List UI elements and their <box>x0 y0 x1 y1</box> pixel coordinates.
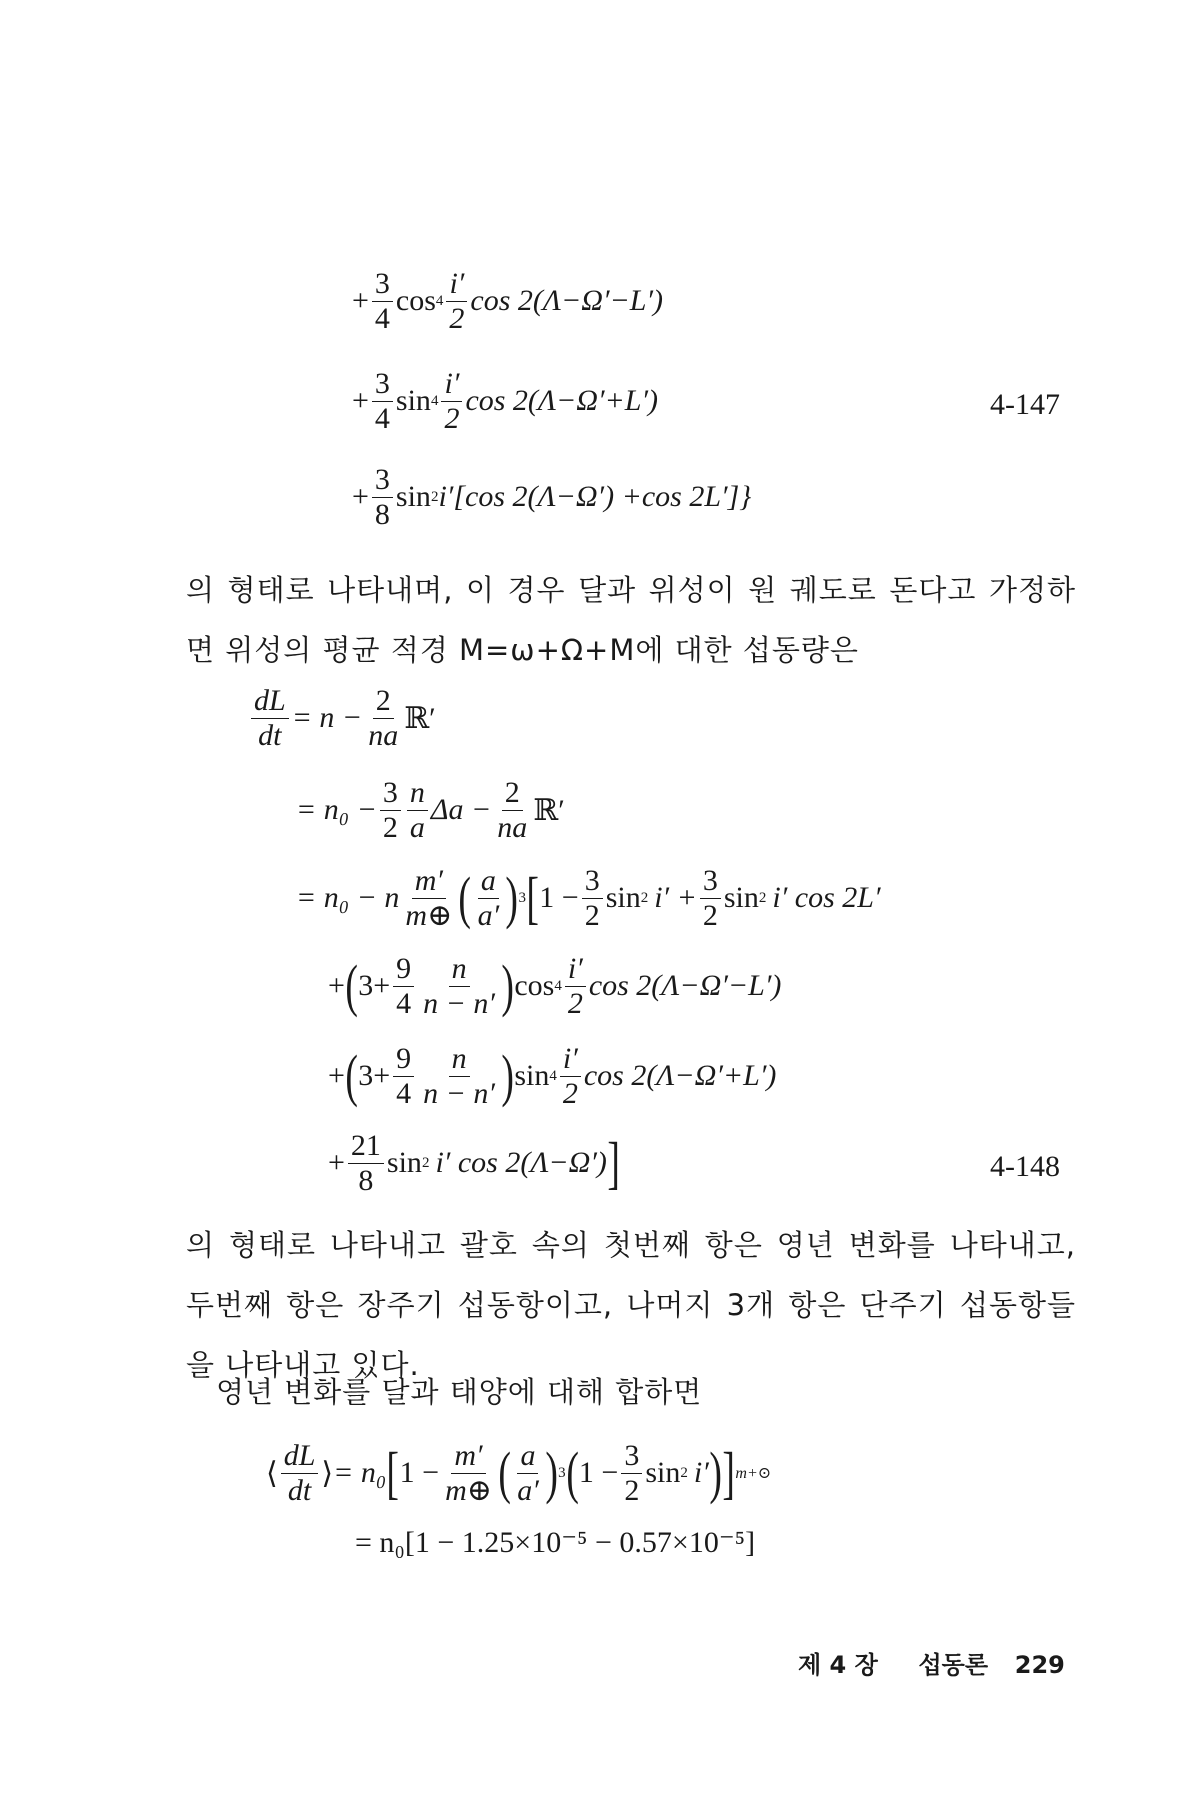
paragraph-perturbation-intro: 의 형태로 나타내며, 이 경우 달과 위성이 원 궤도로 돈다고 가정하면 위성의 평균 적경 M=ω+Ω+M에 대한 섭동량은 <box>186 573 1076 667</box>
eq-4-148-line-6: + $\frac{21}{8}$ sin 2 i′ cos 2(Λ−Ω′) ] <box>328 1129 620 1197</box>
eq-4-147-line-2: + $\frac{3}{4}$ sin 4 $\frac{i'}{2}$ cos 2(Λ−Ω′+L′) <box>352 367 659 435</box>
eq-4-148-line-3: = n₀ − n $\frac{m'}{m\oplus}$ ( $\frac{a}{a'}$ ) 3 [ 1 − $\frac{3}{2}$ sin 2 i′ + $\frac{3}{2}$ sin 2 i′ cos 2L′ <box>296 864 881 932</box>
equation-number-4-147: 4-147 <box>990 388 1060 421</box>
eq-4-148-line-5: + ( 3+ $\frac{9}{4}$ $\frac{n}{n - n'}$ ) sin 4 $\frac{i'}{2}$ cos 2(Λ−Ω′+L′) <box>328 1042 777 1110</box>
paragraph-term-explanation: 의 형태로 나타내고 괄호 속의 첫번째 항은 영년 변화를 나타내고, 두번째 항은 장주기 섭동항이고, 나머지 3개 항은 단주기 섭동항들을 나타내고 있다. <box>186 1228 1076 1382</box>
eq-4-147-line-3: + $\frac{3}{8}$ sin 2 i′[cos 2(Λ−Ω′) +cos 2L′]} <box>352 463 752 531</box>
paragraph-secular-sum: 영년 변화를 달과 태양에 대해 합하면 <box>216 1375 703 1409</box>
running-footer <box>798 1645 1065 1680</box>
equation-number-4-148: 4-148 <box>990 1150 1060 1183</box>
page-number: 229 <box>1014 1651 1065 1679</box>
eq-4-148-line-1: $\frac{dL}{dt}$ = n − $\frac{2}{na}$ ℝ′ <box>248 685 436 751</box>
eq-4-148-line-4: + ( 3+ $\frac{9}{4}$ $\frac{n}{n - n'}$ ) cos 4 $\frac{i'}{2}$ cos 2(Λ−Ω′−L′) <box>328 952 782 1020</box>
eq-4-147-line-1: + $\frac{3}{4}$ cos 4 $\frac{i'}{2}$ cos 2(Λ−Ω′−L′) <box>352 267 664 335</box>
footer-title: 섭동론 <box>918 1651 989 1679</box>
eq-4-148-line-2: = n₀ − $\frac{3}{2}$ $\frac{n}{a}$ Δa − $\frac{2}{na}$ ℝ′ <box>296 776 565 844</box>
eq-secular-line-2: = n₀[1 − 1.25×10⁻⁵ − 0.57×10⁻⁵] <box>355 1526 756 1559</box>
eq-secular-line-1: ⟨ $\frac{dL}{dt}$ ⟩ = n₀ [ 1 − $\frac{m'}{m\oplus}$ ( $\frac{a}{a'}$ ) 3 ( 1 − $\frac{3}{2}$ sin 2 i′ ) ] m+⊙ <box>266 1439 772 1507</box>
footer-chapter: 제 4 장 <box>798 1651 878 1679</box>
